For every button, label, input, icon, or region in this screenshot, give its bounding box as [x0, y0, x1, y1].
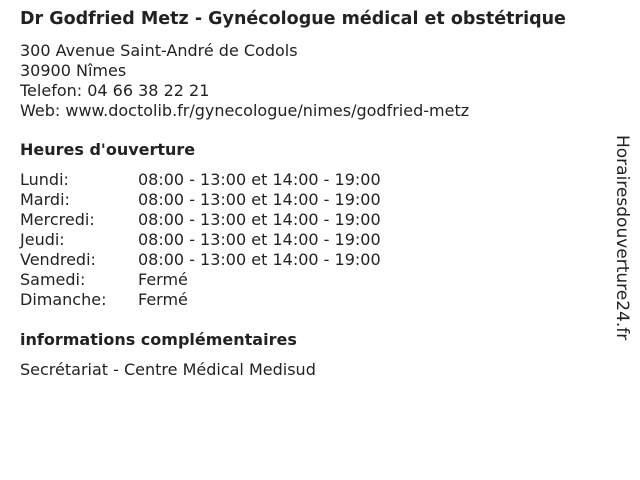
day-label: Dimanche: — [20, 290, 107, 309]
hours-row-vendredi — [20, 250, 618, 270]
contact-block — [20, 41, 618, 121]
phone-number: Telefon: 04 66 38 22 21 — [20, 81, 210, 100]
time-value: 08:00 - 13:00 et 14:00 - 19:00 — [138, 230, 381, 249]
hours-row-mardi — [20, 190, 618, 210]
time-value: 08:00 - 13:00 et 14:00 - 19:00 — [138, 170, 381, 189]
opening-hours-heading: Heures d'ouverture — [20, 140, 196, 159]
listing-card — [20, 9, 618, 380]
page-title: Dr Godfried Metz - Gynécologue médical et obstétrique — [20, 9, 566, 29]
time-value: 08:00 - 13:00 et 14:00 - 19:00 — [138, 210, 381, 229]
time-value: 08:00 - 13:00 et 14:00 - 19:00 — [138, 190, 381, 209]
hours-row-samedi — [20, 270, 618, 290]
day-label: Jeudi: — [20, 230, 65, 249]
time-value: 08:00 - 13:00 et 14:00 - 19:00 — [138, 250, 381, 269]
city-address: 30900 Nîmes — [20, 61, 127, 80]
day-label: Mercredi: — [20, 210, 95, 229]
site-watermark: Horairesdouverture24.fr — [612, 135, 632, 341]
hours-row-mercredi — [20, 210, 618, 230]
additional-info-heading: informations complémentaires — [20, 330, 297, 349]
hours-row-dimanche — [20, 290, 618, 310]
time-value: Fermé — [138, 270, 188, 289]
time-value: Fermé — [138, 290, 188, 309]
day-label: Vendredi: — [20, 250, 96, 269]
additional-info-text: Secrétariat - Centre Médical Medisud — [20, 360, 316, 379]
hours-row-jeudi — [20, 230, 618, 250]
opening-hours-table — [20, 170, 618, 310]
street-address: 300 Avenue Saint-André de Codols — [20, 41, 298, 60]
day-label: Mardi: — [20, 190, 70, 209]
day-label: Lundi: — [20, 170, 69, 189]
hours-row-lundi — [20, 170, 618, 190]
website-link: Web: www.doctolib.fr/gynecologue/nimes/godfried-metz — [20, 101, 470, 120]
day-label: Samedi: — [20, 270, 86, 289]
